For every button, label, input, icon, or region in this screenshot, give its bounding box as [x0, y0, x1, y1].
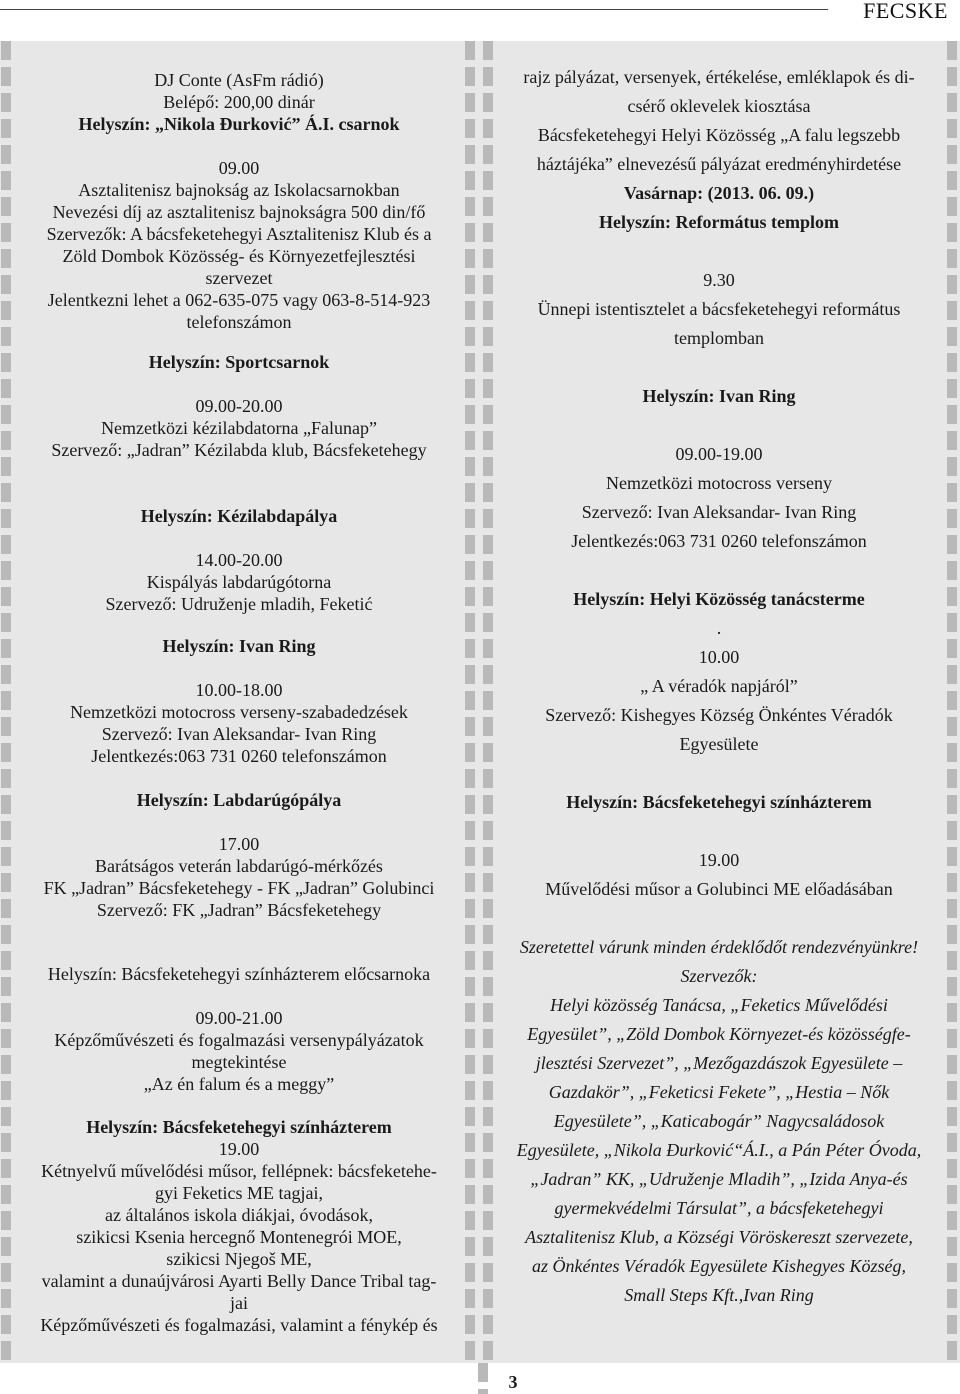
left-text-line: Szervező: FK „Jadran” Bácsfeketehegy	[96, 900, 382, 920]
left-text-line: jai	[230, 1293, 248, 1313]
right-text-line: Egyesülete	[679, 734, 759, 754]
left-text-line: Szervező: Udruženje mladih, Feketić	[105, 594, 373, 614]
left-text-line: FK „Jadran” Bácsfeketehegy - FK „Jadran” Golubinci	[43, 878, 435, 898]
left-text-line: Kispályás labdarúgótorna	[146, 572, 332, 592]
left-text-line: telefonszámon	[186, 312, 292, 332]
right-text-line: Helyszín: Bácsfeketehegyi színházterem	[566, 792, 872, 812]
left-text-line: „Az én falum és a meggy”	[143, 1074, 335, 1094]
left-text-line: 19.00	[218, 1139, 260, 1159]
right-text-line: csérő oklevelek kiosztása	[627, 96, 811, 116]
right-text-line: Nemzetközi motocross verseny	[606, 473, 832, 493]
right-text-line: „ A véradók napjáról”	[640, 676, 798, 696]
right-text-line: 9.30	[703, 270, 735, 290]
left-text-line: az általános iskola diákjai, óvodások,	[105, 1205, 373, 1225]
right-text-line: háztájéka” elnevezésű pályázat eredményhirdetése	[536, 154, 902, 174]
right-text-line: Szervező: Kishegyes Község Önkéntes Véradók	[545, 705, 893, 725]
right-text-line: gyermekvédelmi Társulat”, a bácsfeketehegyi	[554, 1198, 884, 1218]
left-text-line: Nemzetközi motocross verseny-szabadedzések	[70, 702, 408, 722]
right-text-block	[488, 788, 950, 817]
right-text-line: jlesztési Szervezet”, „Mezőgazdászok Egyesülete –	[535, 1053, 903, 1073]
left-text-block	[14, 549, 464, 615]
page-number: 3	[508, 1372, 518, 1392]
right-text-line: Bácsfeketehegyi Helyi Közösség „A falu legszebb	[537, 125, 901, 145]
left-text-line: szikicsi Ksenia hercegnő Montenegrói MOE,	[76, 1227, 402, 1247]
left-text-line: Helyszín: „Nikola Đurković” Á.I. csarnok	[78, 114, 400, 134]
right-text-line: Helyszín: Helyi Közösség tanácsterme	[573, 589, 865, 609]
left-text-block	[14, 351, 464, 373]
left-text-line: Nemzetközi kézilabdatorna „Falunap”	[101, 418, 377, 438]
left-text-block	[14, 1116, 464, 1336]
left-column	[0, 41, 478, 1363]
left-text-line: Szervező: „Jadran” Kézilabda klub, Bácsfeketehegy	[51, 440, 427, 460]
right-text-block	[488, 440, 950, 556]
right-text-block	[488, 933, 950, 1310]
left-text-line: 17.00	[218, 834, 260, 854]
left-text-line: Nevezési díj az asztalitenisz bajnokságra 500 din/fő	[52, 202, 426, 222]
right-text-line: „Jadran” KK, „Udruženje Mladih”, „Izida Anya-és	[530, 1169, 908, 1189]
left-text-block	[14, 395, 464, 461]
right-text-line: Vasárnap: (2013. 06. 09.)	[623, 183, 815, 203]
right-text-block	[488, 63, 950, 237]
left-text-line: gyi Feketics ME tagjai,	[155, 1183, 323, 1203]
right-text-line: Művelődési műsor a Golubinci ME előadásában	[545, 879, 893, 899]
left-text-line: Helyszín: Kézilabdapálya	[140, 506, 338, 526]
header-rule	[0, 9, 828, 10]
left-text-line: 14.00-20.00	[195, 550, 283, 570]
right-text-line: Helyszín: Református templom	[599, 212, 839, 232]
right-text-line: Szervező: Ivan Aleksandar- Ivan Ring	[581, 502, 857, 522]
right-text-block	[488, 266, 950, 353]
left-text-line: Asztalitenisz bajnokság az Iskolacsarnokban	[78, 180, 400, 200]
left-text-line: Kétnyelvű művelődési műsor, fellépnek: bácsfeketehe-	[41, 1161, 437, 1181]
left-text-line: szervezet	[205, 268, 273, 288]
right-text-block	[488, 382, 950, 411]
left-text-line: Szervezők: A bácsfeketehegyi Asztalitenisz Klub és a	[46, 224, 432, 244]
left-text-line: Képzőművészeti és fogalmazási versenypályázatok	[54, 1030, 424, 1050]
right-text-line: 09.00-19.00	[675, 444, 763, 464]
left-edge-strip	[1, 41, 11, 1363]
left-text-block	[14, 69, 464, 135]
left-inner-strip	[465, 41, 475, 1363]
right-text-line: Egyesület”, „Zöld Dombok Környezet-és közösségfe-	[527, 1024, 911, 1044]
left-text-block	[14, 505, 464, 527]
right-text-line: 19.00	[698, 850, 740, 870]
right-text-line: Szeretettel várunk minden érdeklődőt rendezvényünkre!	[519, 937, 919, 957]
right-text-line: 10.00	[698, 647, 740, 667]
left-text-line: Képzőművészeti és fogalmazási, valamint a fénykép és	[40, 1315, 438, 1335]
left-text-line: 10.00-18.00	[195, 680, 283, 700]
left-text-line: Zöld Dombok Közösség- és Környezetfejlesztési	[62, 246, 416, 266]
left-text-line: Helyszín: Bácsfeketehegyi színházterem	[86, 1117, 392, 1137]
right-text-line: templomban	[674, 328, 764, 348]
right-text-line: Egyesülete”, „Katicabogár” Nagycsaládosok	[553, 1111, 885, 1131]
right-text-block	[488, 585, 950, 759]
left-text-line: valamint a dunaújvárosi Ayarti Belly Dance Tribal tag-	[41, 1271, 437, 1291]
right-column	[478, 41, 960, 1363]
left-text-block	[14, 1007, 464, 1095]
left-text-block	[14, 963, 464, 985]
right-text-line: Asztalitenisz Klub, a Községi Vöröskereszt szervezete,	[525, 1227, 913, 1247]
right-text-line: Small Steps Kft.,Ivan Ring	[624, 1285, 814, 1305]
right-text-line: Helyi közösség Tanácsa, „Feketics Művelődési	[550, 995, 888, 1015]
left-text-line: Jelentkezés:063 731 0260 telefonszámon	[91, 746, 387, 766]
right-text-line: Helyszín: Ivan Ring	[642, 386, 796, 406]
left-text-line: Jelentkezni lehet a 062-635-075 vagy 063-8-514-923	[47, 290, 431, 310]
left-text-block	[14, 679, 464, 767]
left-text-line: Belépő: 200,00 dinár	[163, 92, 315, 112]
left-text-block	[14, 157, 464, 333]
left-text-block	[14, 789, 464, 811]
left-text-line: 09.00-21.00	[195, 1008, 283, 1028]
right-text-line: .	[716, 618, 722, 638]
right-text-line: az Önkéntes Véradók Egyesülete Kishegyes Község,	[532, 1256, 906, 1276]
left-text-block	[14, 635, 464, 657]
right-text-line: Jelentkezés:063 731 0260 telefonszámon	[571, 531, 867, 551]
left-text-line: Szervező: Ivan Aleksandar- Ivan Ring	[101, 724, 377, 744]
right-text-line: Gazdakör”, „Feketicsi Fekete”, „Hestia – Nők	[548, 1082, 890, 1102]
left-text-line: DJ Conte (AsFm rádió)	[154, 70, 324, 90]
left-text-line: megtekintése	[191, 1052, 287, 1072]
right-text-line: Egyesülete, „Nikola Đurković“Á.I., a Pán Péter Óvoda,	[516, 1140, 922, 1160]
page-header-title: FECSKE	[863, 0, 948, 23]
right-text-line: rajz pályázat, versenyek, értékelése, emléklapok és di-	[523, 67, 915, 87]
right-text-block	[488, 846, 950, 904]
left-text-line: szikicsi Njegoš ME,	[166, 1249, 312, 1269]
left-text-line: 09.00	[218, 158, 260, 178]
right-text-line: Ünnepi istentisztelet a bácsfeketehegyi református	[537, 299, 901, 319]
left-text-block	[14, 833, 464, 921]
footer-strip	[478, 1363, 488, 1394]
left-text-line: 09.00-20.00	[195, 396, 283, 416]
left-text-line: Helyszín: Sportcsarnok	[148, 352, 330, 372]
left-text-line: Helyszín: Ivan Ring	[162, 636, 316, 656]
left-text-line: Helyszín: Labdarúgópálya	[136, 790, 342, 810]
right-text-line: Szervezők:	[680, 966, 758, 986]
left-text-line: Helyszín: Bácsfeketehegyi színházterem előcsarnoka	[47, 964, 431, 984]
left-text-line: Barátságos veterán labdarúgó-mérkőzés	[95, 856, 383, 876]
